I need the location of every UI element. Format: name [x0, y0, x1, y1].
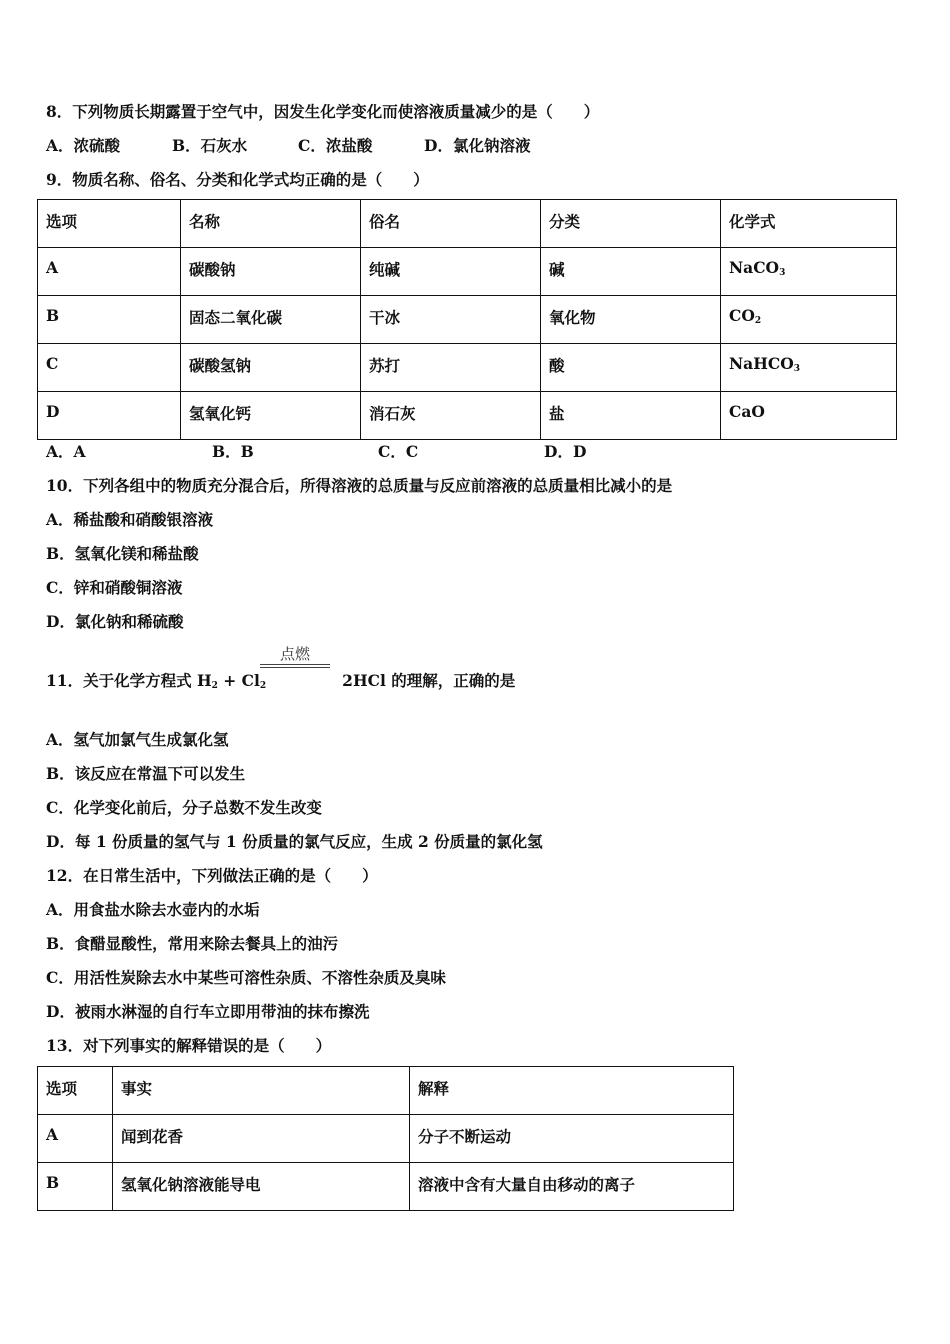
q13-table-header [38, 1067, 734, 1115]
q11-stem: 11．关于化学方程式 $H_2 + Cl_2$ 2HCl 的理解，正确的是 [46, 671, 516, 691]
q10-option-c[interactable]: C．锌和硝酸铜溶液 [46, 578, 183, 597]
cell-class: 碱 [541, 248, 721, 296]
q12-option-c[interactable]: C．用活性炭除去水中某些可溶性杂质、不溶性杂质及臭味 [46, 968, 446, 987]
cell-option: D [38, 392, 181, 440]
q13-table [37, 1066, 734, 1211]
cell-name: 碳酸钠 [181, 248, 361, 296]
q8-options [46, 136, 530, 156]
cell-formula: CaO [721, 392, 897, 440]
cell-option: B [38, 296, 181, 344]
q12-option-a[interactable]: A．用食盐水除去水壶内的水垢 [46, 900, 260, 919]
cell-name: 氢氧化钙 [181, 392, 361, 440]
q12-option-b[interactable]: B．食醋显酸性，常用来除去餐具上的油污 [46, 934, 339, 953]
table-row [38, 392, 897, 440]
table-row [38, 1163, 734, 1211]
q9-table [37, 199, 897, 440]
q9-header-common: 俗名 [361, 200, 541, 248]
reaction-arrow [260, 646, 330, 668]
cell-option: A [38, 248, 181, 296]
cell-class: 酸 [541, 344, 721, 392]
q11-option-d[interactable]: D．每 1 份质量的氢气与 1 份质量的氯气反应，生成 2 份质量的氯化氢 [46, 832, 543, 851]
q10-option-b[interactable]: B．氢氧化镁和稀盐酸 [46, 544, 199, 563]
cell-formula: NaCO$_3$ [721, 248, 897, 296]
q9-option-b[interactable]: B．B [212, 442, 254, 461]
q12-stem: 12．在日常生活中，下列做法正确的是（ ） [46, 866, 378, 885]
q11-option-c[interactable]: C．化学变化前后，分子总数不发生改变 [46, 798, 322, 817]
q13-header-option: 选项 [38, 1067, 113, 1115]
q11-option-b[interactable]: B．该反应在常温下可以发生 [46, 764, 246, 783]
q8-stem: 8．下列物质长期露置于空气中，因发生化学变化而使溶液质量减少的是（ ） [46, 102, 600, 121]
cell-class: 氧化物 [541, 296, 721, 344]
cell-option: C [38, 344, 181, 392]
q9-stem: 9．物质名称、俗名、分类和化学式均正确的是（ ） [46, 170, 429, 189]
q13-stem: 13．对下列事实的解释错误的是（ ） [46, 1036, 332, 1055]
table-row [38, 248, 897, 296]
q12-option-d[interactable]: D．被雨水淋湿的自行车立即用带油的抹布擦洗 [46, 1002, 370, 1021]
q13-header-fact: 事实 [113, 1067, 410, 1115]
q9-option-d[interactable]: D．D [544, 442, 587, 461]
q9-option-a[interactable]: A．A [46, 442, 86, 461]
q9-table-header [38, 200, 897, 248]
q9-header-name: 名称 [181, 200, 361, 248]
equals-sign [260, 664, 330, 668]
cell-class: 盐 [541, 392, 721, 440]
q13-header-explanation: 解释 [410, 1067, 734, 1115]
cell-name: 碳酸氢钠 [181, 344, 361, 392]
q8-option-b[interactable]: B．石灰水 [172, 136, 248, 155]
table-row [38, 344, 897, 392]
q9-options [46, 442, 586, 462]
q11-option-a[interactable]: A．氢气加氯气生成氯化氢 [46, 730, 229, 749]
q8-option-c[interactable]: C．浓盐酸 [298, 136, 373, 155]
cell-explanation: 溶液中含有大量自由移动的离子 [410, 1163, 734, 1211]
cell-option: B [38, 1163, 113, 1211]
cell-common-name: 干冰 [361, 296, 541, 344]
reaction-condition: 点燃 [279, 645, 310, 663]
cell-common-name: 纯碱 [361, 248, 541, 296]
q10-option-d[interactable]: D．氯化钠和稀硫酸 [46, 612, 184, 631]
q9-header-option: 选项 [38, 200, 181, 248]
cell-fact: 闻到花香 [113, 1115, 410, 1163]
q9-header-class: 分类 [541, 200, 721, 248]
cell-option: A [38, 1115, 113, 1163]
cell-fact: 氢氧化钠溶液能导电 [113, 1163, 410, 1211]
q9-header-formula: 化学式 [721, 200, 897, 248]
cell-formula: $CO_2$ [721, 296, 897, 344]
cell-name: 固态二氧化碳 [181, 296, 361, 344]
q8-option-a[interactable]: A．浓硫酸 [46, 136, 121, 155]
q8-option-d[interactable]: D．氯化钠溶液 [424, 136, 531, 155]
cell-common-name: 消石灰 [361, 392, 541, 440]
cell-explanation: 分子不断运动 [410, 1115, 734, 1163]
q10-option-a[interactable]: A．稀盐酸和硝酸银溶液 [46, 510, 214, 529]
q9-option-c[interactable]: C．C [378, 442, 419, 461]
q10-stem: 10．下列各组中的物质充分混合后，所得溶液的总质量与反应前溶液的总质量相比减小的是 [46, 476, 673, 495]
cell-formula: NaHCO$_3$ [721, 344, 897, 392]
table-row [38, 1115, 734, 1163]
table-row [38, 296, 897, 344]
cell-common-name: 苏打 [361, 344, 541, 392]
